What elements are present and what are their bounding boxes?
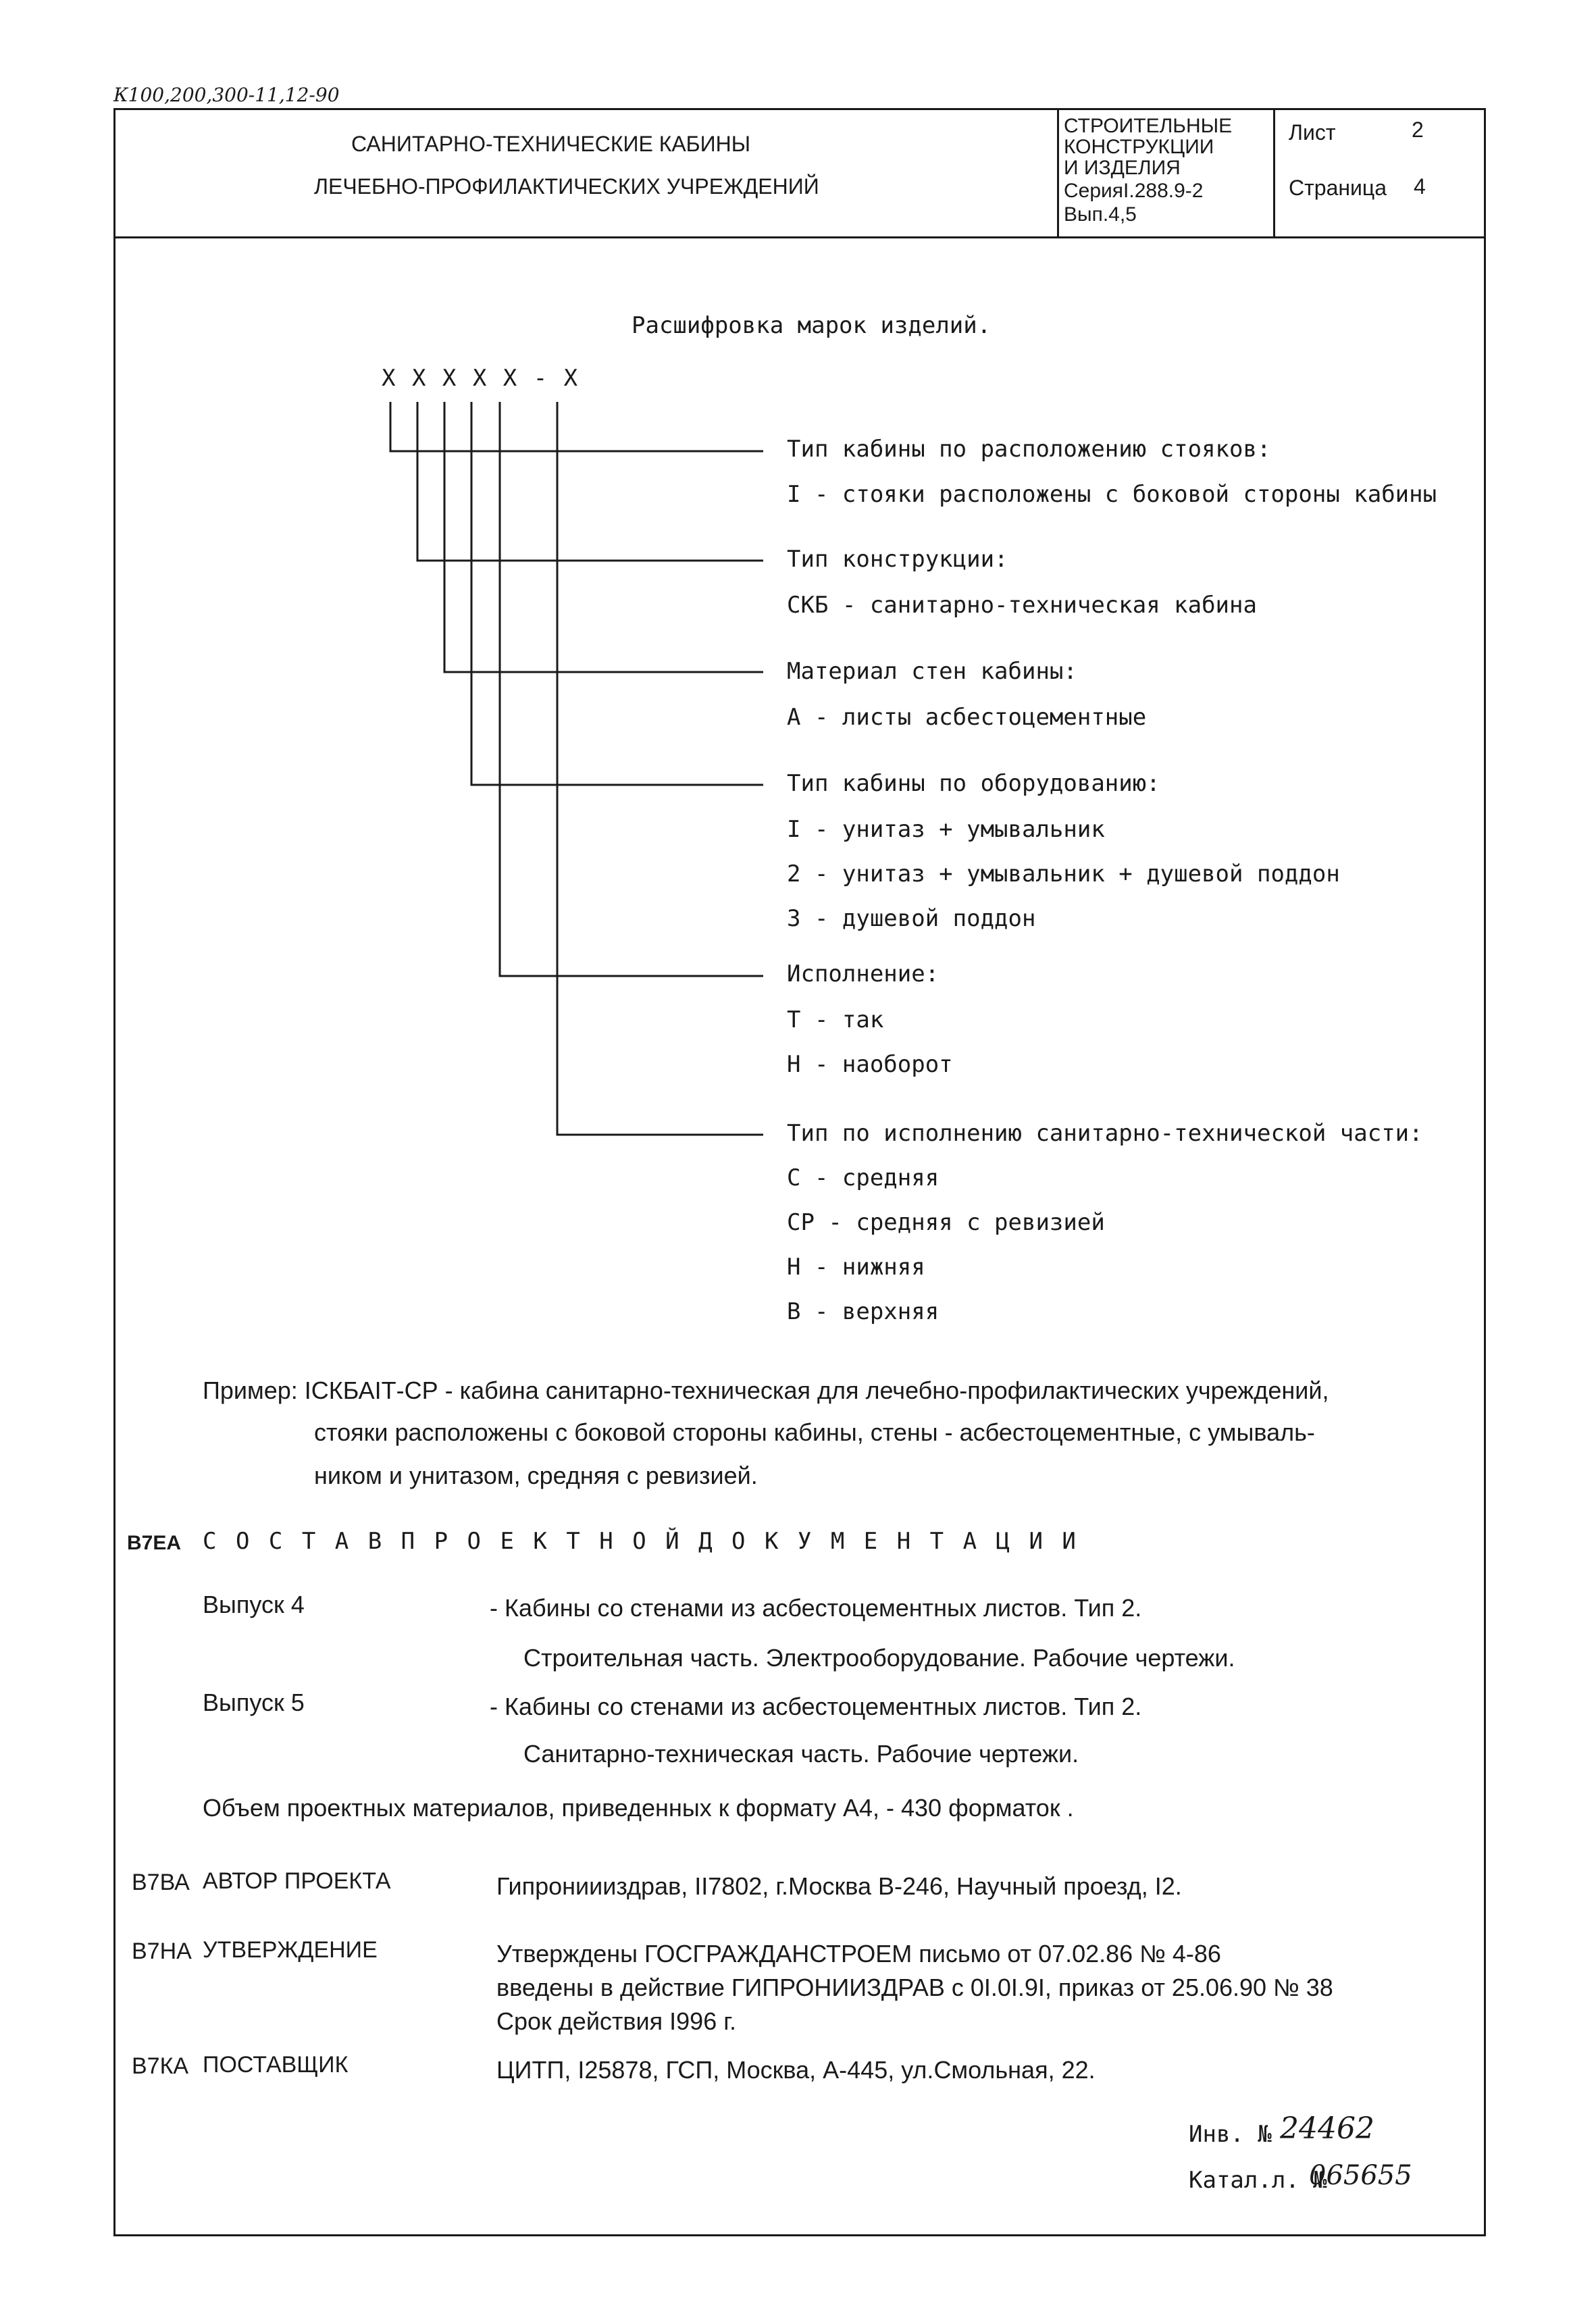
tree-line-2 bbox=[417, 402, 763, 561]
author-code: В7ВА bbox=[132, 1870, 190, 1895]
issue4-line1: - Кабины со стенами из асбестоцементных листов. Тип 2. bbox=[490, 1594, 1142, 1622]
header-title-line2: ЛЕЧЕБНО-ПРОФИЛАКТИЧЕСКИХ УЧРЕЖДЕНИЙ bbox=[314, 174, 819, 199]
example-line2: стояки расположены с боковой стороны кабины, стены - асбестоцементные, с умываль- bbox=[314, 1418, 1315, 1446]
group5-heading: Исполнение: bbox=[787, 960, 939, 987]
example-line1: Пример: IСКБАIТ-СР - кабина санитарно-техническая для лечебно-профилактических учреждений, bbox=[203, 1377, 1329, 1404]
group5-item1: Т - так bbox=[787, 1006, 884, 1033]
issue5-line2: Санитарно-техническая часть. Рабочие чертежи. bbox=[523, 1740, 1079, 1768]
header-series: СерияI.288.9-2 bbox=[1064, 180, 1204, 202]
approval-code: В7НА bbox=[132, 1938, 192, 1964]
header-category-line1: СТРОИТЕЛЬНЫЕ bbox=[1064, 115, 1233, 137]
header-issue: Вып.4,5 bbox=[1064, 203, 1137, 226]
group5-item2: Н - наоборот bbox=[787, 1051, 953, 1078]
tree-line-5 bbox=[500, 402, 763, 976]
tree-line-4 bbox=[471, 402, 763, 785]
group6-item1: С - средняя bbox=[787, 1164, 939, 1191]
catalog-value: 065655 bbox=[1309, 2160, 1412, 2191]
approval-line3: Срок действия I996 г. bbox=[496, 2007, 736, 2035]
example-line3: ником и унитазом, средняя с ревизией. bbox=[314, 1462, 758, 1489]
supplier-value: ЦИТП, I25878, ГСП, Москва, А-445, ул.Смольная, 22. bbox=[496, 2056, 1096, 2084]
group1-item1: I - стояки расположены с боковой стороны кабины bbox=[787, 481, 1437, 508]
header-page-label: Страница bbox=[1289, 176, 1387, 200]
author-label: АВТОР ПРОЕКТА bbox=[203, 1868, 391, 1894]
header-page-value: 4 bbox=[1414, 174, 1426, 199]
group4-heading: Тип кабины по оборудованию: bbox=[787, 770, 1160, 797]
supplier-code: В7КА bbox=[132, 2053, 189, 2079]
group2-heading: Тип конструкции: bbox=[787, 546, 1008, 573]
inventory-label: Инв. № bbox=[1189, 2121, 1272, 2148]
group6-item3: Н - нижняя bbox=[787, 1254, 925, 1281]
tree-line-6 bbox=[557, 402, 763, 1135]
approval-line2: введены в действие ГИПРОНИИЗДРАВ с 0I.0I.9I, приказ от 25.06.90 № 38 bbox=[496, 1974, 1333, 2001]
group3-item1: А - листы асбестоцементные bbox=[787, 704, 1147, 731]
group4-item1: I - унитаз + умывальник bbox=[787, 816, 1105, 843]
tree-line-1 bbox=[390, 402, 763, 451]
decoding-pattern: Х Х Х Х Х - Х bbox=[382, 365, 580, 392]
group4-item3: 3 - душевой поддон bbox=[787, 905, 1036, 932]
group1-heading: Тип кабины по расположению стояков: bbox=[787, 436, 1271, 463]
catalog-label: Катал.л. № bbox=[1189, 2167, 1327, 2194]
issue4-label: Выпуск 4 bbox=[203, 1591, 305, 1618]
approval-line1: Утверждены ГОСГРАЖДАНСТРОЕМ письмо от 07.02.86 № 4-86 bbox=[496, 1940, 1221, 1968]
documentation-heading: С О С Т А В П Р О Е К Т Н О Й Д О К У М Е Н Т А Ц И И bbox=[203, 1528, 1079, 1555]
group4-item2: 2 - унитаз + умывальник + душевой поддон bbox=[787, 860, 1340, 888]
header-title-line1: САНИТАРНО-ТЕХНИЧЕСКИЕ КАБИНЫ bbox=[351, 132, 751, 156]
tree-line-3 bbox=[444, 402, 763, 672]
documentation-code: В7ЕА bbox=[127, 1532, 182, 1554]
group6-item4: В - верхняя bbox=[787, 1298, 939, 1325]
header-category-line2: КОНСТРУКЦИИ bbox=[1064, 136, 1214, 158]
group2-item1: СКБ - санитарно-техническая кабина bbox=[787, 592, 1257, 619]
header-sheet-value: 2 bbox=[1412, 118, 1424, 142]
issue5-label: Выпуск 5 bbox=[203, 1689, 305, 1716]
approval-label: УТВЕРЖДЕНИЕ bbox=[203, 1937, 378, 1963]
inventory-value: 24462 bbox=[1280, 2111, 1374, 2146]
documentation-volume: Объем проектных материалов, приведенных к формату А4, - 430 форматок . bbox=[203, 1794, 1074, 1822]
group3-heading: Материал стен кабины: bbox=[787, 658, 1077, 685]
header-category-line3: И ИЗДЕЛИЯ bbox=[1064, 157, 1181, 179]
decoding-title: Расшифровка марок изделий. bbox=[632, 312, 992, 339]
issue5-line1: - Кабины со стенами из асбестоцементных листов. Тип 2. bbox=[490, 1693, 1142, 1720]
author-value: Гипрониииздрав, II7802, г.Москва В-246, Научный проезд, I2. bbox=[496, 1872, 1182, 1900]
group6-heading: Тип по исполнению санитарно-технической части: bbox=[787, 1120, 1423, 1147]
header-sheet-label: Лист bbox=[1289, 120, 1336, 145]
issue4-line2: Строительная часть. Электрооборудование. Рабочие чертежи. bbox=[523, 1644, 1235, 1672]
document-code: К100,200,300-11,12-90 bbox=[113, 84, 340, 106]
group6-item2: СР - средняя с ревизией bbox=[787, 1209, 1105, 1236]
supplier-label: ПОСТАВЩИК bbox=[203, 2052, 349, 2078]
